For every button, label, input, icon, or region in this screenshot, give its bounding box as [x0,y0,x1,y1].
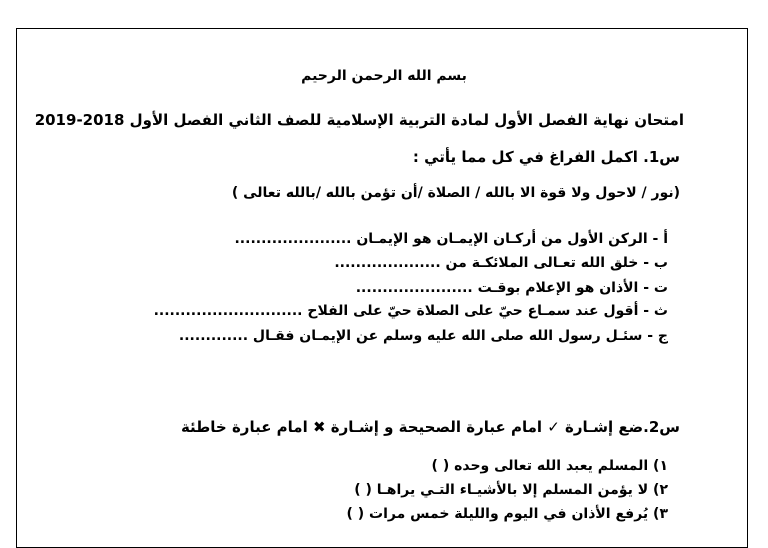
question-1-word-bank: (نور / لاحول ولا قوة الا بالله / الصلاة /أن تؤمن بالله /بالله تعالى ) [231,185,680,201]
question-1-item: أ - الركن الأول من أركـان الإيمـان هو الإيمـان ...................... [234,231,668,247]
question-2-item: ١) المسلم يعبد الله تعالى وحده ( ) [431,458,668,474]
question-1-title: س1. اكمل الفراغ في كل مما يأتي : [412,148,680,166]
question-2-item: ٢) لا يؤمن المسلم إلا بالأشيـاء التـي يراهـا ( ) [354,482,668,498]
question-2-item: ٣) يُرفع الأذان في اليوم والليلة خمس مرات ( ) [346,506,668,522]
exam-title: امتحان نهاية الفصل الأول لمادة التربية الإسلامية للصف الثاني الفصل الأول 2018-2019 [34,111,684,129]
question-1-item: ب - خلق الله تعـالى الملائكـة من .................... [334,255,668,271]
basmala: بسم الله الرحمن الرحيم [301,68,467,84]
question-2-title: س2.ضع إشـارة ✓ امام عبارة الصحيحة و إشـارة ✖ امام عبارة خاطئة [180,418,680,436]
question-1-item: ث - أقول عند سمـاع حيّ على الصلاة حيّ على الفلاح ............................ [153,303,668,319]
question-1-item: ج - سئـل رسول الله صلى الله عليه وسلم عن الإيمـان فقـال ............. [178,328,668,344]
question-1-item: ت - الأذان هو الإعلام بوقـت ...................... [355,280,668,296]
